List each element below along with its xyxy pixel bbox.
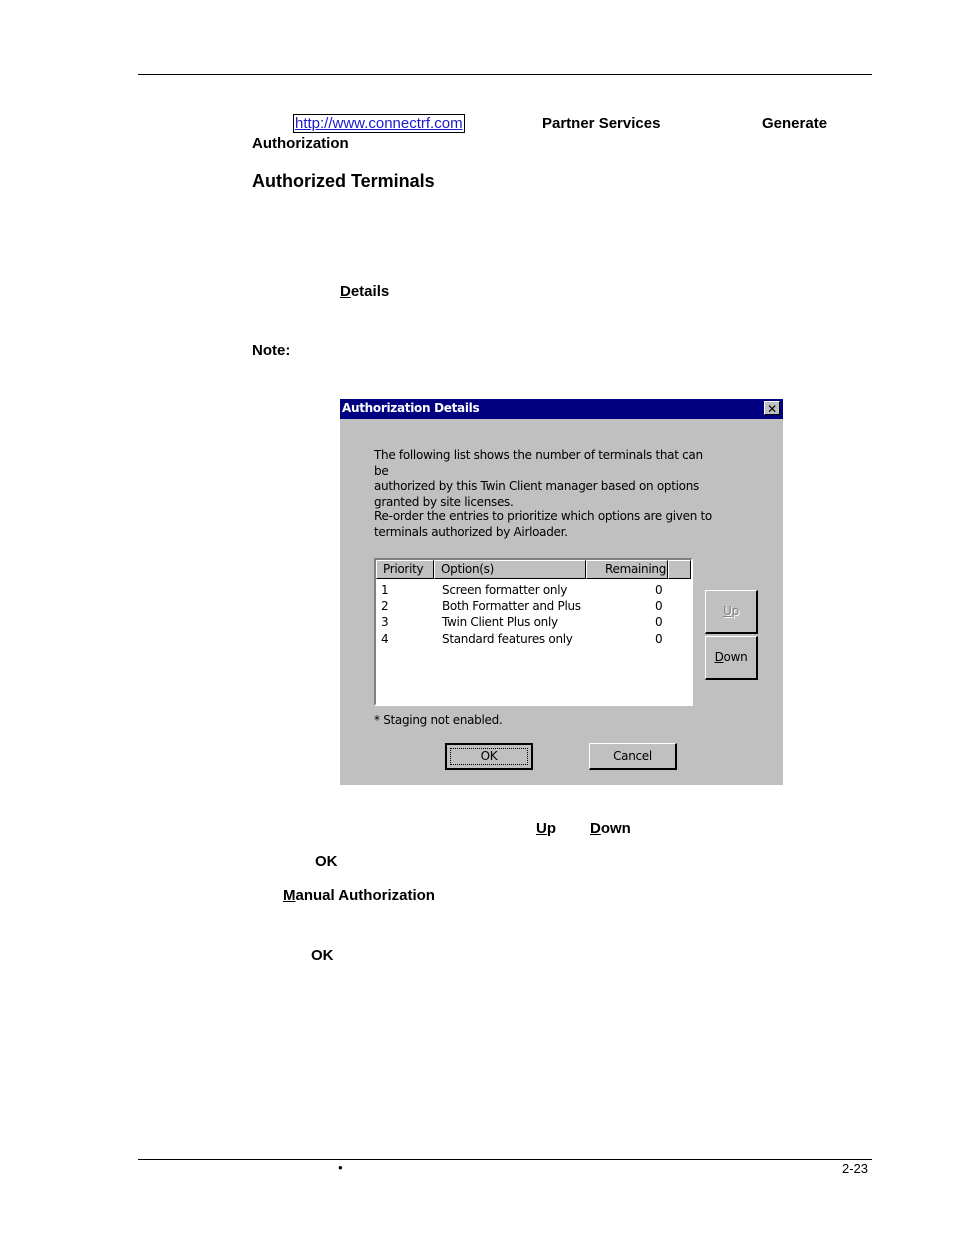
details-label: Details xyxy=(340,283,390,300)
footer-rule xyxy=(138,1159,872,1160)
page-number: 2-23 xyxy=(842,1161,869,1176)
description-line: granted by site licenses. xyxy=(374,494,514,509)
cancel-button-label: Cancel xyxy=(613,749,652,763)
up-button-label: Up xyxy=(723,604,739,618)
row-priority: 1 xyxy=(381,583,389,597)
column-header-priority[interactable]: Priority xyxy=(376,560,434,579)
description-line: The following list shows the number of terminals that can be xyxy=(374,448,703,478)
ok-label-2: OK xyxy=(311,947,334,964)
header-rule xyxy=(138,74,872,75)
column-header-filler xyxy=(668,560,691,579)
down-label: Down xyxy=(590,820,631,837)
reorder-line: Re-order the entries to prioritize which options are given to xyxy=(374,509,712,523)
row-remaining: 0 xyxy=(655,583,663,597)
description-paragraph xyxy=(374,448,714,510)
row-priority: 2 xyxy=(381,599,389,613)
description-line: authorized by this Twin Client manager based on options xyxy=(374,479,699,493)
column-header-options[interactable]: Option(s) xyxy=(434,560,586,579)
row-option: Both Formatter and Plus xyxy=(442,599,581,613)
down-button-label: Down xyxy=(714,650,748,664)
reorder-line: terminals authorized by Airloader. xyxy=(374,524,568,539)
ok-button[interactable] xyxy=(445,743,533,770)
row-option: Twin Client Plus only xyxy=(442,615,558,629)
dialog-title: Authorization Details xyxy=(342,401,480,415)
up-button[interactable] xyxy=(705,590,758,634)
close-icon[interactable]: ✕ xyxy=(764,401,780,415)
up-label: Up xyxy=(536,820,557,837)
row-priority: 4 xyxy=(381,632,389,646)
ok-label: OK xyxy=(315,853,338,870)
footer-bullet: • xyxy=(338,1160,343,1175)
row-priority: 3 xyxy=(381,615,389,629)
manual-authorization-label: Manual Authorization xyxy=(283,887,435,904)
generate-label: Generate xyxy=(762,115,828,132)
row-option: Screen formatter only xyxy=(442,583,568,597)
ok-button-label: OK xyxy=(480,749,498,763)
row-remaining: 0 xyxy=(655,615,663,629)
note-label: Note: xyxy=(252,342,291,359)
section-heading: Authorized Terminals xyxy=(252,171,435,191)
row-remaining: 0 xyxy=(655,632,663,646)
priority-list[interactable] xyxy=(374,558,693,706)
connectrf-link[interactable]: http://www.connectrf.com xyxy=(295,115,463,132)
down-button[interactable] xyxy=(705,636,758,680)
column-header-remaining[interactable]: Remaining xyxy=(586,560,668,579)
cancel-button[interactable] xyxy=(589,743,677,770)
row-remaining: 0 xyxy=(655,599,663,613)
reorder-paragraph xyxy=(374,509,714,540)
authorization-label: Authorization xyxy=(252,135,349,152)
focus-rect xyxy=(450,748,528,765)
row-option: Standard features only xyxy=(442,632,573,646)
staging-note: * Staging not enabled. xyxy=(374,713,503,727)
authorization-details-dialog xyxy=(340,399,783,785)
dialog-titlebar xyxy=(340,399,783,419)
partner-services-label: Partner Services xyxy=(542,115,661,132)
